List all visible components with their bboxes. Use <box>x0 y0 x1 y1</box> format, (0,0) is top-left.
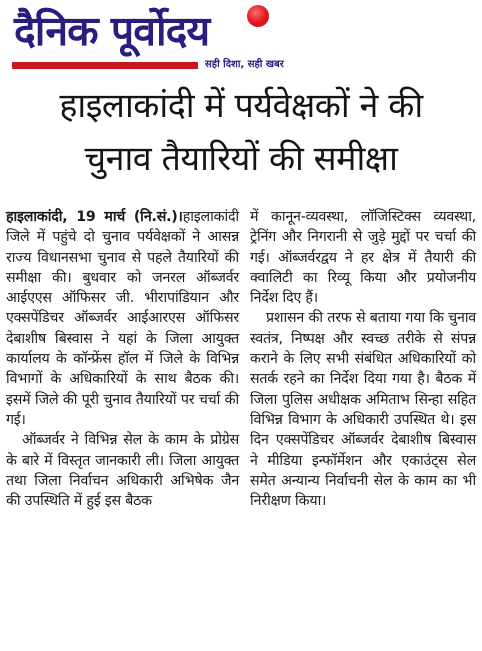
article-headline <box>10 80 472 186</box>
headline-line-2: चुनाव तैयारियों की समीक्षा <box>84 139 398 179</box>
masthead-red-strip <box>12 62 198 69</box>
masthead <box>0 0 482 78</box>
dateline: हाइलाकांदी, 19 मार्च (नि.सं.)। <box>6 209 183 225</box>
newspaper-name: दैनिक पूर्वोदय <box>14 7 210 55</box>
paragraph-text: हाइलाकांदी जिले में पहुंचे दो चुनाव पर्यवेक्षकों ने आसन्न राज्य विधानसभा चुनाव से पहले तैयारियों की समीक्षा की। बुधवार को जनरल ऑब्जर्वर आईएएस ऑफिसर जी. भीरापांडियान और एक्सपेंडिचर ऑब्जर्वर आईआरएस ऑफिसर देबाशीष बिस्वास ने यहां के जिला आयुक्त कार्यालय के कॉन्फ्रेंस हॉल में जिले के विभिन्न विभागों के अधिकारियों के साथ बैठक की। इसमें जिले की पूरी चुनाव तैयारियों पर चर्चा की गई। <box>6 209 239 428</box>
headline-line-1: हाइलाकांदी में पर्यवेक्षकों ने की <box>59 86 423 126</box>
article-paragraph: ऑब्जर्वर ने विभिन्न सेल के काम के प्रोग्रेस के बारे में विस्तृत जानकारी ली। जिला आयुक्त तथा जिला निर्वाचन अधिकारी अभिषेक जैन की उपस्थिति में हुई इस बैठक <box>6 432 239 510</box>
article-paragraph: प्रशासन की तरफ से बताया गया कि चुनाव स्वतंत्र, निष्पक्ष और स्वच्छ तरीके से संपन्न कराने के लिए सभी संबंधित अधिकारियों को सतर्क रहने का निर्देश दिया गया है। बैठक में जिला पुलिस अधीक्षक अमिताभ सिन्हा सहित विभिन्न विभाग के अधिकारी उपस्थित थे। इस दिन एक्सपेंडिचर ऑब्जर्वर देबाशीष बिस्वास ने मीडिया इन्फॉर्मेशन और एकाउंट्स सेल समेत अन्यान्य निर्वाचनी सेल के काम का भी निरीक्षण किया। <box>250 310 476 510</box>
article-column-right <box>250 207 476 511</box>
article-column-left <box>6 207 239 511</box>
article-paragraph <box>6 207 239 430</box>
sun-logo-icon <box>247 5 269 27</box>
article-paragraph: में कानून-व्यवस्था, लॉजिस्टिक्स व्यवस्था, ट्रेनिंग और निगरानी से जुड़े मुद्दों पर चर्चा की गई। ऑब्जर्वरद्वय ने हर क्षेत्र में तैयारी की क्वालिटी का रिव्यू किया और प्रयोजनीय निर्देश दिए हैं। <box>250 209 476 307</box>
masthead-tagline: सही दिशा, सही खबर <box>205 59 284 70</box>
